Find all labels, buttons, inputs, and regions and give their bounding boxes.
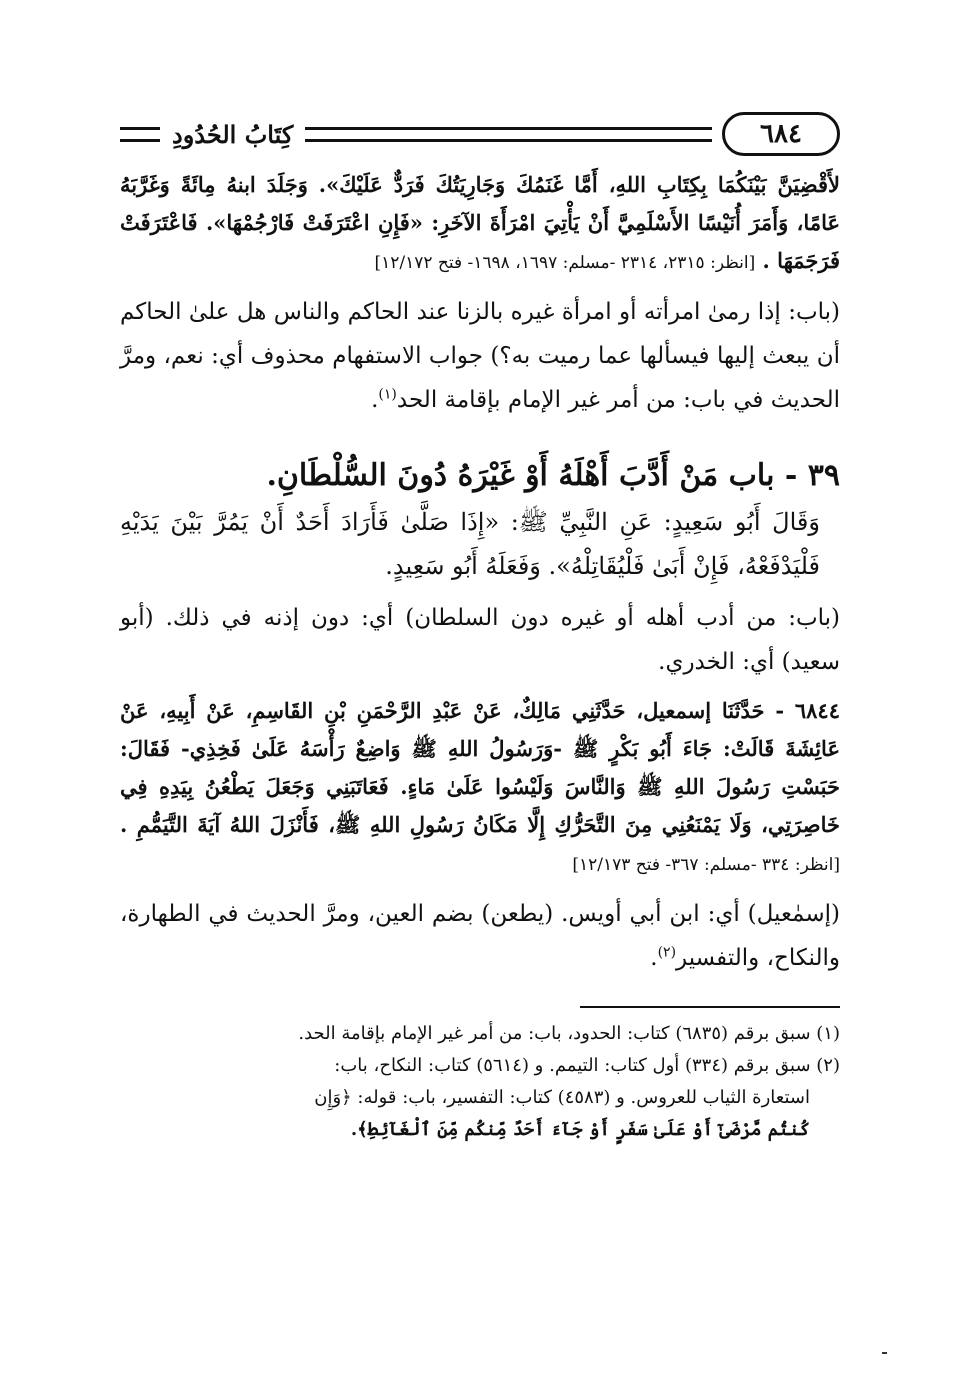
top-hadith <box>120 166 840 282</box>
footnote-2-text: (٢) سبق برقم (٣٣٤) أول كتاب: التيمم. و (٥٦١٤) كتاب: النكاح، باب: <box>334 1055 840 1076</box>
top-hadith-reference: [انظر: ٢٣١٥، ٢٣١٤ -مسلم: ١٦٩٧، ١٦٩٨- فتح ١٢/١٧٢] <box>374 253 756 273</box>
commentary-3-text: (إسمٰعيل) أي: ابن أبي أويس. (يطعن) بضم العين، ومرَّ الحديث في الطهارة، والنكاح، والتفسير <box>120 901 840 971</box>
page-speck <box>882 1352 887 1354</box>
page-header <box>120 110 840 158</box>
footnote-1: (١) سبق برقم (٦٨٣٥) كتاب: الحدود، باب: من أمر غير الإمام بإقامة الحد. <box>298 1023 840 1044</box>
commentary-paragraph-2 <box>120 596 840 684</box>
page-number: ٦٨٤ <box>760 119 802 149</box>
commentary-paragraph-3 <box>120 892 840 980</box>
footnote-divider <box>580 1006 840 1008</box>
chapter-hadith: وَقَالَ أَبُو سَعِيدٍ: عَنِ النَّبِيِّ ﷺ: «إِذَا صَلَّىٰ فَأَرَادَ أَحَدٌ أَنْ يَمُرَّ بَيْنَ يَدَيْهِ فَلْيَدْفَعْهُ، فَإِنْ أَبَىٰ فَلْيُقَاتِلْهُ». وَفَعَلَهُ أَبُو سَعِيدٍ. <box>120 508 820 580</box>
hadith-6844-text: ٦٨٤٤ - حَدَّثَنَا إسمعيل، حَدَّثَنِي مَالِكٌ، عَنْ عَبْدِ الرَّحْمَنِ بْنِ القَاسِمِ، عَنْ أَبِيهِ، عَنْ عَائِشَةَ قَالَتْ: جَاءَ أَبُو بَكْرٍ ﷺ -وَرَسُولُ اللهِ ﷺ وَاضِعٌ رَأْسَهُ عَلَىٰ فَخِذِي- فَقَالَ: حَبَسْتِ رَسُولَ اللهِ ﷺ وَالنَّاسَ وَلَيْسُوا عَلَىٰ مَاءٍ. فَعَاتَبَنِي وَجَعَلَ يَطْعُنُ بِيَدِهِ فِي خَاصِرَتِي، وَلَا يَمْنَعُنِي مِنَ التَّحَرُّكِ إِلَّا مَكَانُ رَسُولِ اللهِ ﷺ، فَأَنْزَلَ اللهُ آيَةَ التَّيَمُّمِ . <box>120 698 840 837</box>
chapter-heading: ٣٩ - باب مَنْ أَدَّبَ أَهْلَهُ أَوْ غَيْرَهُ دُونَ السُّلْطَانِ. <box>266 458 840 493</box>
top-hadith-text: لأَقْضِيَنَّ بَيْنَكُمَا بِكِتَابِ اللهِ، أَمَّا غَنَمُكَ وَجَارِيَتُكَ فَرَدٌّ عَلَيْكَ». وَجَلَدَ ابنهُ مِائَةً وَغَرَّبَهُ عَامًا، وَأَمَرَ أُنَيْسًا الأَسْلَمِيَّ أَنْ يَأْتِيَ امْرَأَةَ الآخَرِ: «فَإِنِ اعْتَرَفَتْ فَارْجُمْهَا». فَاعْتَرَفَتْ فَرَجَمَهَا . <box>120 172 840 273</box>
hadith-6844-reference: [انظر: ٣٣٤ -مسلم: ٣٦٧- فتح ١٢/١٧٣] <box>572 855 840 875</box>
commentary-paragraph-1 <box>120 290 840 422</box>
footnote-2-continuation: استعارة الثياب للعروس. و (٤٥٨٣) كتاب: التفسير، باب: قوله: ﴿وَإِن <box>314 1087 810 1108</box>
book-title: كِتَابُ الحُدُودِ <box>172 119 294 149</box>
commentary-3-end: . <box>650 945 658 971</box>
book-page <box>120 110 840 1146</box>
footnotes <box>120 1018 840 1146</box>
commentary-1-text: (باب: إذا رمىٰ امرأته أو امرأة غيره بالزنا عند الحاكم والناس هل علىٰ الحاكم أن يبعث إليها فيسألها عما رميت به؟) جواب الاستفهام محذوف أي: نعم، ومرَّ الحديث في باب: من أمر غير الإمام بإقامة الحد <box>120 299 840 413</box>
hadith-6844 <box>120 692 840 884</box>
page-number-badge <box>722 112 840 156</box>
commentary-2-text: (باب: من أدب أهله أو غيره دون السلطان) أي: دون إذنه في ذلك. (أبو سعيد) أي: الخدري. <box>120 605 840 675</box>
footnote-mark-2: (٢) <box>657 944 677 961</box>
header-rule-end <box>120 127 160 142</box>
footnote-2 <box>120 1050 840 1146</box>
commentary-1-end: . <box>371 387 379 413</box>
header-rule <box>305 127 712 142</box>
footnote-2-verse: كُنتُم مَّرْضَىٰٓ أَوْ عَلَىٰ سَفَرٍ أَوْ جَآءَ أَحَدٌ مِّنكُم مِّنَ ٱلْغَآئِطِ﴾. <box>350 1119 810 1140</box>
footnote-mark-1: (١) <box>378 386 397 403</box>
